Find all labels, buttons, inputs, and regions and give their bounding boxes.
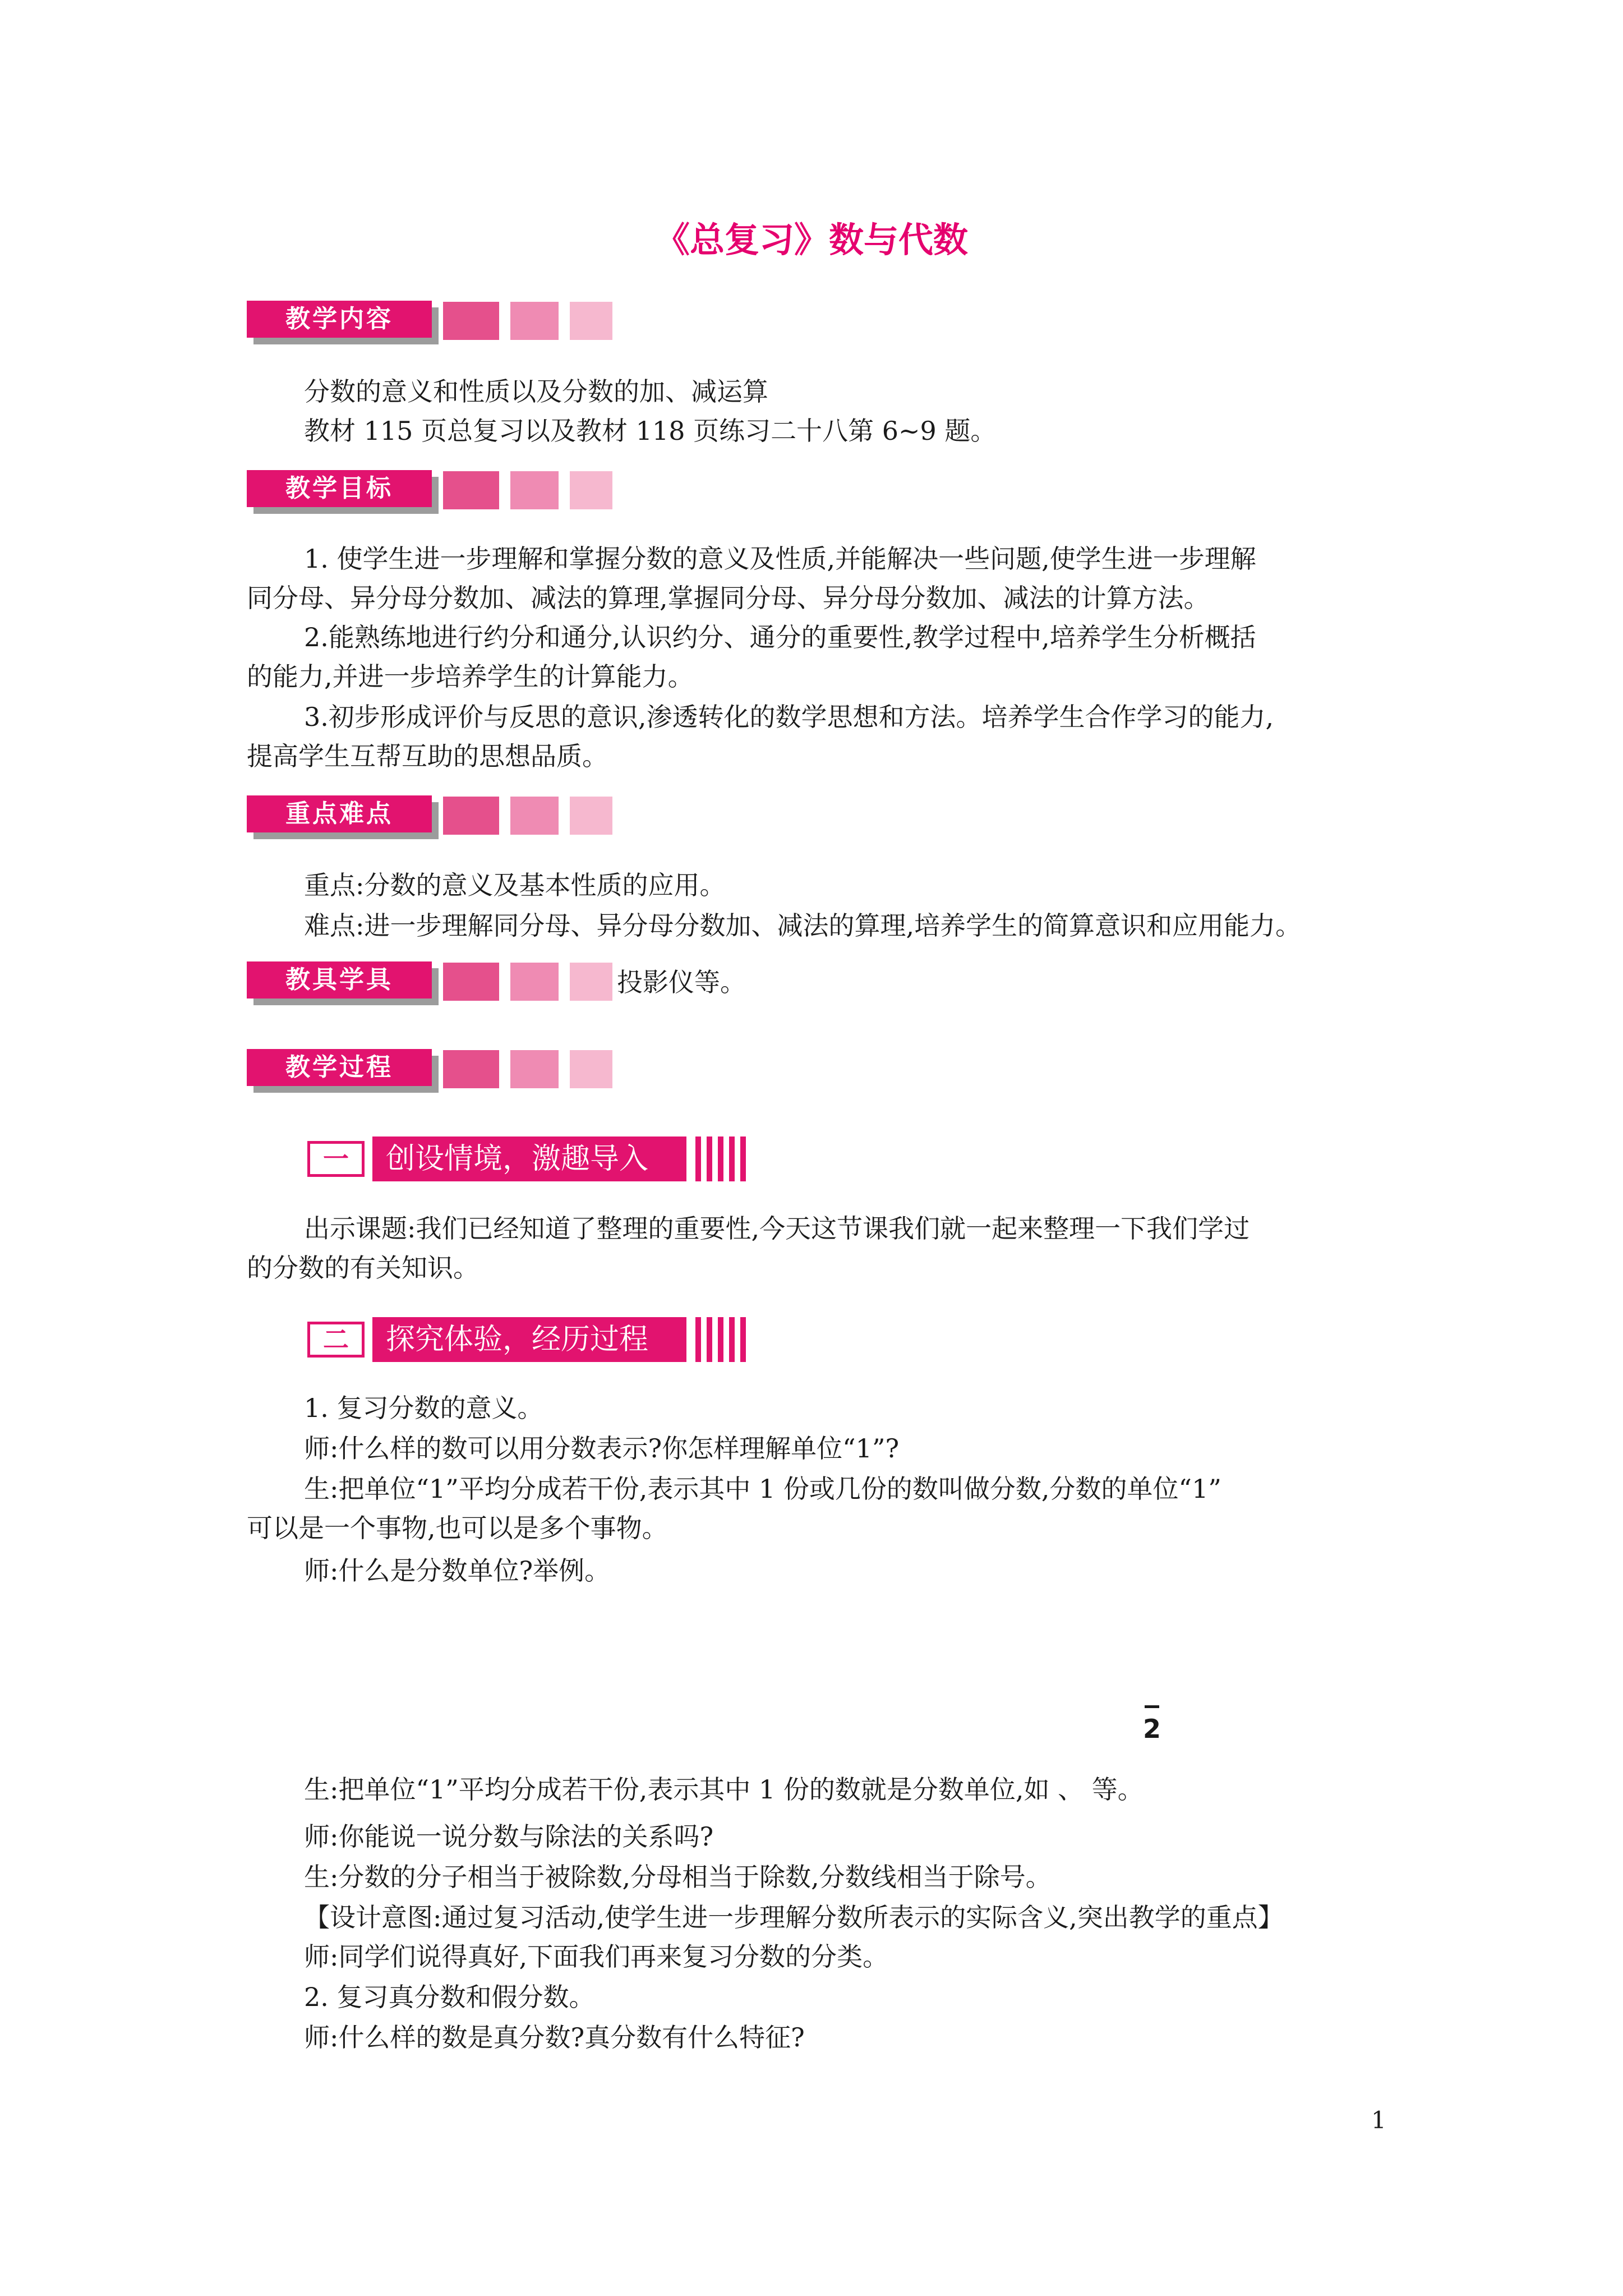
fraction-fragment xyxy=(1141,1705,1163,1744)
section-title: 创设情境，激趣导入 xyxy=(372,1137,686,1181)
body-line: 可以是一个事物,也可以是多个事物。 xyxy=(247,1513,668,1543)
decor-square xyxy=(510,963,559,1001)
decor-square xyxy=(443,1050,499,1088)
section-title: 探究体验，经历过程 xyxy=(372,1317,686,1362)
body-line: 2. 复习真分数和假分数。 xyxy=(304,1982,595,2012)
page-number: 1 xyxy=(1371,2106,1386,2134)
header-label: 教学内容 xyxy=(247,301,432,338)
content-line: 教材 115 页总复习以及教材 118 页练习二十八第 6~9 题。 xyxy=(304,416,997,446)
body-line: 1. 复习分数的意义。 xyxy=(304,1393,543,1423)
decor-square xyxy=(510,797,559,835)
content-line: 分数的意义和性质以及分数的加、减运算 xyxy=(304,376,768,407)
fraction-bar xyxy=(1145,1705,1159,1708)
decor-stripes xyxy=(695,1317,750,1362)
decor-square xyxy=(570,797,612,835)
key-line: 重点:分数的意义及基本性质的应用。 xyxy=(304,870,726,900)
goal-line: 提高学生互帮互助的思想品质。 xyxy=(247,741,608,771)
header-label: 重点难点 xyxy=(247,795,432,832)
body-line: 师:什么是分数单位?举例。 xyxy=(304,1556,611,1586)
page-title: 《总复习》数与代数 xyxy=(654,219,968,260)
decor-square xyxy=(570,963,612,1001)
decor-square xyxy=(443,471,499,509)
header-label: 教具学具 xyxy=(247,961,432,999)
decor-square xyxy=(443,302,499,340)
decor-square xyxy=(570,302,612,340)
goal-line: 同分母、异分母分数加、减法的算理,掌握同分母、异分母分数加、减法的计算方法。 xyxy=(247,583,1210,613)
decor-square xyxy=(570,1050,612,1088)
body-line: 师:什么样的数是真分数?真分数有什么特征? xyxy=(304,2022,805,2053)
decor-stripes xyxy=(695,1137,750,1181)
decor-square xyxy=(443,797,499,835)
tools-text: 投影仪等。 xyxy=(617,967,746,997)
decor-square xyxy=(570,471,612,509)
goal-line: 1. 使学生进一步理解和掌握分数的意义及性质,并能解决一些问题,使学生进一步理解 xyxy=(304,544,1256,574)
body-line: 生:把单位“1”平均分成若干份,表示其中 1 份或几份的数叫做分数,分数的单位“1” xyxy=(304,1474,1221,1504)
body-line: 师:什么样的数可以用分数表示?你怎样理解单位“1”? xyxy=(304,1433,900,1464)
decor-square xyxy=(510,302,559,340)
goal-line: 3.初步形成评价与反思的意识,渗透转化的数学思想和方法。培养学生合作学习的能力, xyxy=(304,702,1274,732)
decor-square xyxy=(443,963,499,1001)
body-line: 的分数的有关知识。 xyxy=(247,1253,479,1283)
header-label: 教学过程 xyxy=(247,1049,432,1086)
goal-line: 2.能熟练地进行约分和通分,认识约分、通分的重要性,教学过程中,培养学生分析概括 xyxy=(304,622,1256,652)
fraction-denominator: 2 xyxy=(1142,1714,1161,1744)
section-number: 一 xyxy=(307,1141,365,1177)
header-label: 教学目标 xyxy=(247,470,432,507)
goal-line: 的能力,并进一步培养学生的计算能力。 xyxy=(247,661,694,692)
body-line: 生:分数的分子相当于被除数,分母相当于除数,分数线相当于除号。 xyxy=(304,1862,1052,1892)
body-line: 出示课题:我们已经知道了整理的重要性,今天这节课我们就一起来整理一下我们学过 xyxy=(304,1213,1250,1244)
key-line: 难点:进一步理解同分母、异分母分数加、减法的算理,培养学生的简算意识和应用能力。 xyxy=(304,910,1302,941)
section-number: 二 xyxy=(307,1322,365,1358)
body-line: 【设计意图:通过复习活动,使学生进一步理解分数所表示的实际含义,突出教学的重点】 xyxy=(304,1902,1284,1932)
body-line: 师:同学们说得真好,下面我们再来复习分数的分类。 xyxy=(304,1941,889,1972)
decor-square xyxy=(510,471,559,509)
decor-square xyxy=(510,1050,559,1088)
section-banner-1 xyxy=(307,1135,750,1182)
body-line: 生:把单位“1”平均分成若干份,表示其中 1 份的数就是分数单位,如 、 等。 xyxy=(304,1774,1144,1805)
body-line: 师:你能说一说分数与除法的关系吗? xyxy=(304,1821,714,1852)
section-banner-2 xyxy=(307,1316,750,1363)
